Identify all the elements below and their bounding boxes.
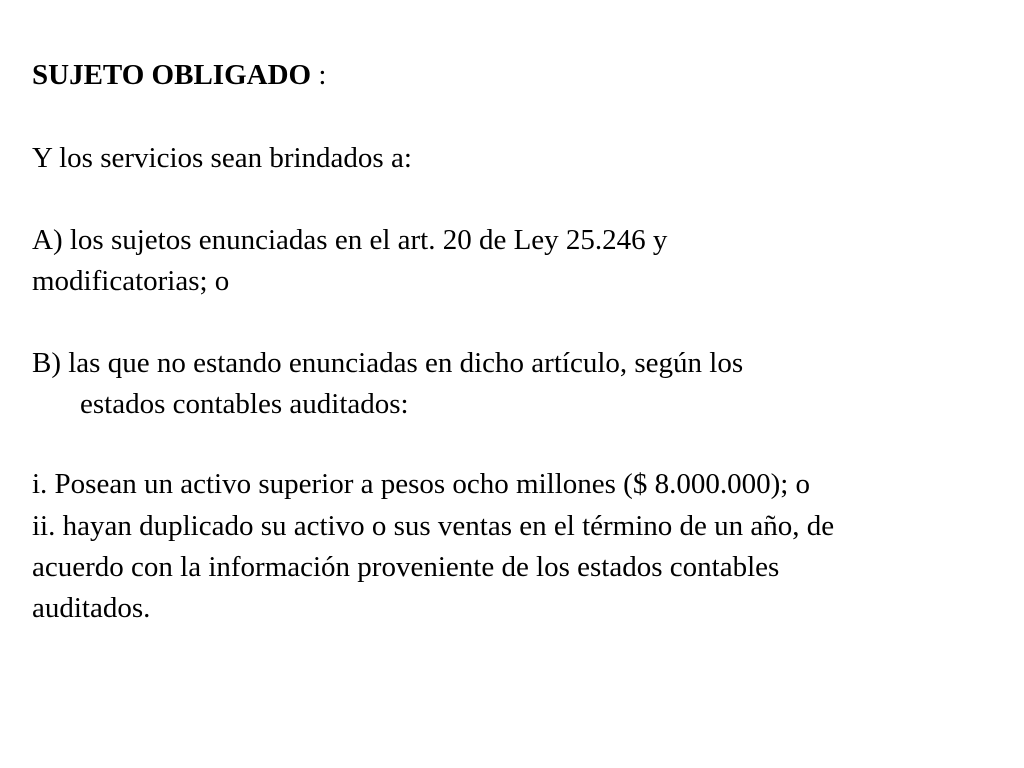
item-a-line-1: A) los sujetos enunciadas en el art. 20 de Ley 25.246 y [32, 224, 668, 256]
intro-text: Y los servicios sean brindados a: [32, 142, 412, 174]
sub-item-ii-line-2: acuerdo con la información proveniente de los estados contables [32, 551, 780, 583]
item-b-line-1: B) las que no estando enunciadas en dicho artículo, según los [32, 347, 744, 379]
sub-item-ii-line-3: auditados. [32, 592, 151, 624]
slide-title-suffix: : [311, 59, 327, 91]
sub-item-i: i. Posean un activo superior a pesos ocho millones ($ 8.000.000); o [32, 468, 811, 500]
sub-item-ii-line-1: ii. hayan duplicado su activo o sus ventas en el término de un año, de [32, 510, 835, 542]
slide-title-label: SUJETO OBLIGADO [32, 59, 312, 91]
slide-title [32, 58, 326, 92]
item-b-line-2: estados contables auditados: [80, 388, 409, 420]
item-a-line-2: modificatorias; o [32, 265, 230, 297]
